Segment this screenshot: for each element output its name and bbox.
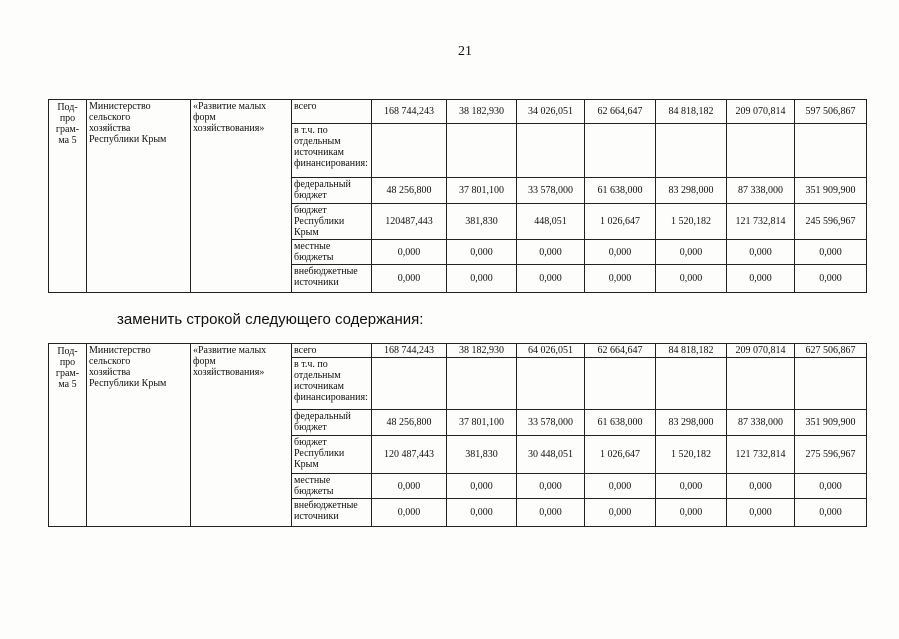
amount-cell: 87 338,000 [727, 410, 795, 436]
funding-source-cell: внебюджетные источники [292, 499, 372, 527]
amount-cell: 275 596,967 [795, 436, 867, 474]
amount-cell [372, 358, 447, 410]
amount-cell: 61 638,000 [585, 410, 656, 436]
ministry-cell: Министерство сельского хозяйства Республики Крым [87, 100, 191, 293]
amount-cell: 0,000 [656, 499, 727, 527]
amount-cell: 0,000 [795, 499, 867, 527]
amount-cell: 0,000 [372, 265, 447, 293]
amount-cell [585, 358, 656, 410]
funding-source-cell: федеральный бюджет [292, 410, 372, 436]
amount-cell: 0,000 [447, 474, 517, 499]
amount-cell [372, 124, 447, 178]
amount-cell: 30 448,051 [517, 436, 585, 474]
replacement-instruction: заменить строкой следующего содержания: [117, 311, 424, 328]
amount-cell: 0,000 [447, 240, 517, 265]
replacement-budget-table [48, 343, 867, 527]
amount-cell: 0,000 [795, 474, 867, 499]
amount-cell: 37 801,100 [447, 178, 517, 204]
subprogram-name-cell: «Развитие малых форм хозяйствования» [191, 100, 292, 293]
amount-cell: 0,000 [656, 265, 727, 293]
page-number: 21 [458, 44, 472, 59]
amount-cell [795, 358, 867, 410]
amount-cell [656, 124, 727, 178]
amount-cell: 48 256,800 [372, 178, 447, 204]
amount-cell [517, 358, 585, 410]
amount-cell [727, 358, 795, 410]
amount-cell: 83 298,000 [656, 178, 727, 204]
amount-cell: 351 909,900 [795, 178, 867, 204]
subprogram-name-cell: «Развитие малых форм хозяйствования» [191, 344, 292, 527]
funding-source-cell: в т.ч. по отдельным источникам финансирования: [292, 124, 372, 178]
funding-source-cell: федеральный бюджет [292, 178, 372, 204]
table-row [49, 100, 867, 124]
amount-cell: 168 744,243 [372, 344, 447, 358]
funding-source-cell: местные бюджеты [292, 474, 372, 499]
amount-cell: 168 744,243 [372, 100, 447, 124]
amount-cell: 120487,443 [372, 204, 447, 240]
amount-cell: 0,000 [447, 265, 517, 293]
amount-cell [447, 124, 517, 178]
amount-cell: 245 596,967 [795, 204, 867, 240]
amount-cell: 62 664,647 [585, 344, 656, 358]
amount-cell: 381,830 [447, 436, 517, 474]
original-budget-table [48, 99, 867, 293]
funding-source-cell: внебюджетные источники [292, 265, 372, 293]
amount-cell: 0,000 [372, 240, 447, 265]
amount-cell: 38 182,930 [447, 100, 517, 124]
amount-cell: 0,000 [656, 240, 727, 265]
amount-cell: 597 506,867 [795, 100, 867, 124]
amount-cell: 37 801,100 [447, 410, 517, 436]
amount-cell [656, 358, 727, 410]
amount-cell: 0,000 [727, 240, 795, 265]
amount-cell: 0,000 [585, 499, 656, 527]
amount-cell: 0,000 [372, 499, 447, 527]
amount-cell [795, 124, 867, 178]
funding-source-cell: бюджет Республики Крым [292, 204, 372, 240]
amount-cell: 0,000 [585, 240, 656, 265]
amount-cell: 0,000 [517, 474, 585, 499]
program-number-cell: Под- про грам- ма 5 [49, 344, 87, 527]
amount-cell: 351 909,900 [795, 410, 867, 436]
amount-cell: 83 298,000 [656, 410, 727, 436]
funding-source-cell: местные бюджеты [292, 240, 372, 265]
amount-cell: 38 182,930 [447, 344, 517, 358]
amount-cell: 84 818,182 [656, 344, 727, 358]
amount-cell: 61 638,000 [585, 178, 656, 204]
table-row [49, 344, 867, 358]
amount-cell: 209 070,814 [727, 344, 795, 358]
amount-cell: 87 338,000 [727, 178, 795, 204]
amount-cell: 209 070,814 [727, 100, 795, 124]
amount-cell: 121 732,814 [727, 436, 795, 474]
amount-cell: 0,000 [517, 499, 585, 527]
ministry-cell: Министерство сельского хозяйства Республики Крым [87, 344, 191, 527]
amount-cell: 62 664,647 [585, 100, 656, 124]
amount-cell: 0,000 [656, 474, 727, 499]
amount-cell: 448,051 [517, 204, 585, 240]
amount-cell: 1 026,647 [585, 436, 656, 474]
funding-source-cell: всего [292, 100, 372, 124]
amount-cell: 0,000 [727, 499, 795, 527]
amount-cell: 1 520,182 [656, 436, 727, 474]
amount-cell: 0,000 [727, 474, 795, 499]
amount-cell [517, 124, 585, 178]
amount-cell: 0,000 [795, 240, 867, 265]
amount-cell: 0,000 [585, 474, 656, 499]
funding-source-cell: всего [292, 344, 372, 358]
amount-cell: 1 026,647 [585, 204, 656, 240]
amount-cell: 0,000 [727, 265, 795, 293]
amount-cell: 1 520,182 [656, 204, 727, 240]
amount-cell: 64 026,051 [517, 344, 585, 358]
amount-cell [727, 124, 795, 178]
amount-cell [447, 358, 517, 410]
program-number-cell: Под- про грам- ма 5 [49, 100, 87, 293]
amount-cell: 84 818,182 [656, 100, 727, 124]
amount-cell [585, 124, 656, 178]
amount-cell: 120 487,443 [372, 436, 447, 474]
amount-cell: 381,830 [447, 204, 517, 240]
amount-cell: 33 578,000 [517, 178, 585, 204]
amount-cell: 0,000 [372, 474, 447, 499]
funding-source-cell: бюджет Республики Крым [292, 436, 372, 474]
amount-cell: 34 026,051 [517, 100, 585, 124]
funding-source-cell: в т.ч. по отдельным источникам финансирования: [292, 358, 372, 410]
amount-cell: 33 578,000 [517, 410, 585, 436]
amount-cell: 0,000 [517, 240, 585, 265]
amount-cell: 48 256,800 [372, 410, 447, 436]
amount-cell: 0,000 [585, 265, 656, 293]
amount-cell: 0,000 [795, 265, 867, 293]
amount-cell: 627 506,867 [795, 344, 867, 358]
amount-cell: 121 732,814 [727, 204, 795, 240]
amount-cell: 0,000 [447, 499, 517, 527]
amount-cell: 0,000 [517, 265, 585, 293]
